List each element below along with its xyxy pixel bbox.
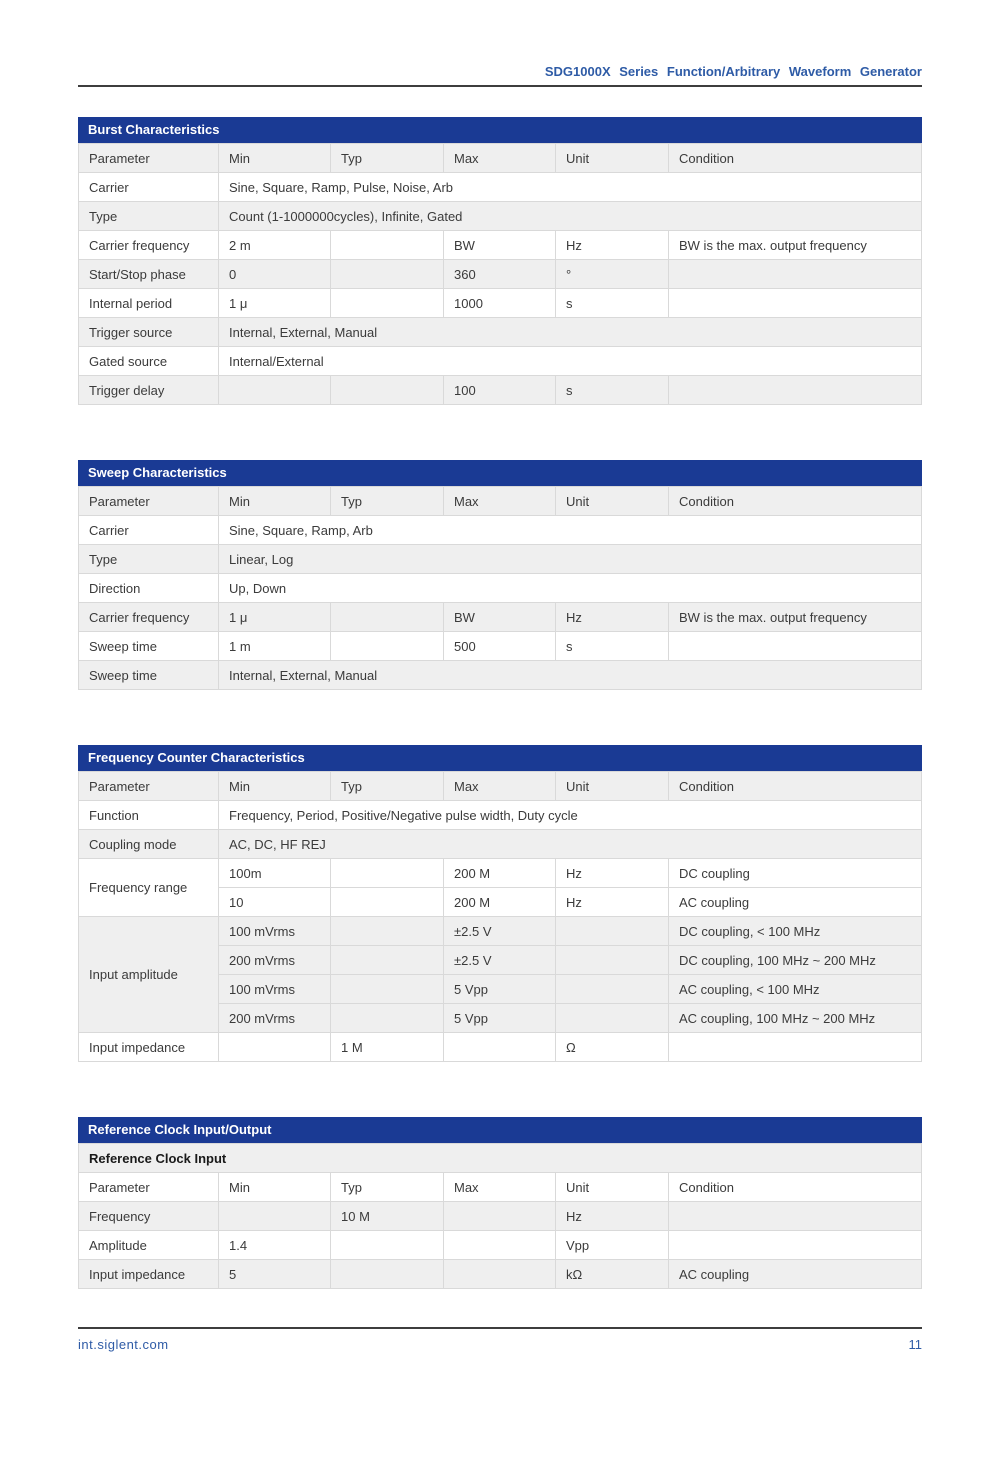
cell-parameter: Frequency range xyxy=(79,859,219,917)
cell-typ xyxy=(331,917,444,946)
cell-unit: s xyxy=(556,376,669,405)
cell-parameter: Input impedance xyxy=(79,1260,219,1289)
page-content xyxy=(0,64,1000,1352)
cell-max: BW xyxy=(444,603,556,632)
cell-parameter: Carrier frequency xyxy=(79,603,219,632)
table-row xyxy=(79,801,922,830)
table-row xyxy=(79,1173,922,1202)
cell-max xyxy=(444,1231,556,1260)
table-row xyxy=(79,1202,922,1231)
cell-condition: AC coupling xyxy=(669,888,922,917)
cell-typ xyxy=(331,1231,444,1260)
cell-unit xyxy=(556,975,669,1004)
cell-condition xyxy=(669,376,922,405)
table-burst-characteristics xyxy=(78,117,922,405)
column-header-typ: Typ xyxy=(331,1173,444,1202)
table-row xyxy=(79,545,922,574)
cell-max: ±2.5 V xyxy=(444,946,556,975)
cell-min: 1 μ xyxy=(219,289,331,318)
cell-parameter: Trigger source xyxy=(79,318,219,347)
table-row xyxy=(79,603,922,632)
table-row xyxy=(79,516,922,545)
column-header-unit: Unit xyxy=(556,144,669,173)
cell-condition xyxy=(669,1231,922,1260)
table-reference-clock-input-output xyxy=(78,1117,922,1289)
column-header-parameter: Parameter xyxy=(79,772,219,801)
cell-parameter: Carrier frequency xyxy=(79,231,219,260)
table-row xyxy=(79,231,922,260)
cell-parameter: Coupling mode xyxy=(79,830,219,859)
table-row xyxy=(79,1260,922,1289)
footer-site-text: int.siglent.com xyxy=(78,1337,169,1352)
cell-unit: Ω xyxy=(556,1033,669,1062)
cell-parameter: Start/Stop phase xyxy=(79,260,219,289)
spec-table-grid xyxy=(78,1143,922,1289)
cell-unit: Hz xyxy=(556,888,669,917)
cell-min xyxy=(219,1033,331,1062)
cell-parameter: Carrier xyxy=(79,173,219,202)
cell-unit: Hz xyxy=(556,603,669,632)
cell-typ xyxy=(331,946,444,975)
column-header-unit: Unit xyxy=(556,1173,669,1202)
spec-tables-container xyxy=(78,117,922,1289)
footer-page-number: 11 xyxy=(908,1337,922,1352)
cell-unit: Vpp xyxy=(556,1231,669,1260)
spec-table-grid xyxy=(78,143,922,405)
table-row xyxy=(79,772,922,801)
table-row xyxy=(79,173,922,202)
row-value: Internal, External, Manual xyxy=(219,318,922,347)
cell-max: 5 Vpp xyxy=(444,1004,556,1033)
cell-max: 1000 xyxy=(444,289,556,318)
cell-typ xyxy=(331,859,444,888)
cell-unit xyxy=(556,1004,669,1033)
section-subheader: Reference Clock Input xyxy=(79,1144,922,1173)
row-value: Count (1-1000000cycles), Infinite, Gated xyxy=(219,202,922,231)
cell-typ xyxy=(331,1260,444,1289)
cell-condition: BW is the max. output frequency xyxy=(669,231,922,260)
cell-max: 500 xyxy=(444,632,556,661)
column-header-typ: Typ xyxy=(331,772,444,801)
row-value: AC, DC, HF REJ xyxy=(219,830,922,859)
cell-parameter: Input amplitude xyxy=(79,917,219,1033)
cell-typ xyxy=(331,231,444,260)
cell-parameter: Direction xyxy=(79,574,219,603)
cell-min: 0 xyxy=(219,260,331,289)
column-header-min: Min xyxy=(219,772,331,801)
cell-max xyxy=(444,1260,556,1289)
cell-condition: AC coupling, < 100 MHz xyxy=(669,975,922,1004)
table-row xyxy=(79,202,922,231)
cell-max xyxy=(444,1033,556,1062)
cell-condition xyxy=(669,289,922,318)
row-value: Up, Down xyxy=(219,574,922,603)
table-row xyxy=(79,260,922,289)
cell-typ xyxy=(331,888,444,917)
table-row xyxy=(79,1033,922,1062)
cell-typ xyxy=(331,1004,444,1033)
row-value: Internal/External xyxy=(219,347,922,376)
spec-table-grid xyxy=(78,771,922,1062)
column-header-unit: Unit xyxy=(556,487,669,516)
column-header-condition: Condition xyxy=(669,144,922,173)
cell-parameter: Carrier xyxy=(79,516,219,545)
cell-min: 100 mVrms xyxy=(219,917,331,946)
cell-unit: s xyxy=(556,632,669,661)
cell-min: 2 m xyxy=(219,231,331,260)
cell-max: 200 M xyxy=(444,859,556,888)
row-value: Frequency, Period, Positive/Negative pulse width, Duty cycle xyxy=(219,801,922,830)
column-header-typ: Typ xyxy=(331,487,444,516)
table-row xyxy=(79,487,922,516)
table-row xyxy=(79,376,922,405)
cell-max: 360 xyxy=(444,260,556,289)
cell-min: 200 mVrms xyxy=(219,946,331,975)
column-header-parameter: Parameter xyxy=(79,144,219,173)
table-row xyxy=(79,289,922,318)
cell-condition: AC coupling, 100 MHz ~ 200 MHz xyxy=(669,1004,922,1033)
table-title-bar: Burst Characteristics xyxy=(78,117,922,143)
cell-parameter: Amplitude xyxy=(79,1231,219,1260)
table-sweep-characteristics xyxy=(78,460,922,690)
cell-condition: DC coupling, 100 MHz ~ 200 MHz xyxy=(669,946,922,975)
cell-unit: kΩ xyxy=(556,1260,669,1289)
cell-parameter: Sweep time xyxy=(79,661,219,690)
cell-typ xyxy=(331,376,444,405)
cell-unit xyxy=(556,917,669,946)
cell-min: 1.4 xyxy=(219,1231,331,1260)
cell-parameter: Type xyxy=(79,202,219,231)
table-row xyxy=(79,661,922,690)
column-header-min: Min xyxy=(219,1173,331,1202)
table-row xyxy=(79,917,922,946)
cell-condition: AC coupling xyxy=(669,1260,922,1289)
cell-min: 5 xyxy=(219,1260,331,1289)
row-value: Linear, Log xyxy=(219,545,922,574)
spec-table-grid xyxy=(78,486,922,690)
column-header-typ: Typ xyxy=(331,144,444,173)
column-header-condition: Condition xyxy=(669,772,922,801)
column-header-max: Max xyxy=(444,487,556,516)
cell-unit: Hz xyxy=(556,859,669,888)
cell-typ: 1 M xyxy=(331,1033,444,1062)
cell-parameter: Frequency xyxy=(79,1202,219,1231)
cell-parameter: Gated source xyxy=(79,347,219,376)
cell-unit: Hz xyxy=(556,1202,669,1231)
cell-unit: s xyxy=(556,289,669,318)
table-row xyxy=(79,830,922,859)
cell-typ xyxy=(331,603,444,632)
cell-min xyxy=(219,376,331,405)
cell-typ xyxy=(331,975,444,1004)
column-header-unit: Unit xyxy=(556,772,669,801)
cell-condition: DC coupling, < 100 MHz xyxy=(669,917,922,946)
table-row xyxy=(79,318,922,347)
cell-min xyxy=(219,1202,331,1231)
cell-parameter: Trigger delay xyxy=(79,376,219,405)
table-row xyxy=(79,347,922,376)
table-row xyxy=(79,859,922,888)
cell-min: 1 m xyxy=(219,632,331,661)
column-header-condition: Condition xyxy=(669,1173,922,1202)
cell-typ xyxy=(331,260,444,289)
row-value: Sine, Square, Ramp, Arb xyxy=(219,516,922,545)
cell-max xyxy=(444,1202,556,1231)
column-header-condition: Condition xyxy=(669,487,922,516)
cell-parameter: Type xyxy=(79,545,219,574)
cell-max: 5 Vpp xyxy=(444,975,556,1004)
cell-max: BW xyxy=(444,231,556,260)
cell-min: 100 mVrms xyxy=(219,975,331,1004)
cell-unit: Hz xyxy=(556,231,669,260)
cell-min: 1 μ xyxy=(219,603,331,632)
column-header-parameter: Parameter xyxy=(79,487,219,516)
table-row xyxy=(79,632,922,661)
cell-typ: 10 M xyxy=(331,1202,444,1231)
cell-unit xyxy=(556,946,669,975)
cell-min: 100m xyxy=(219,859,331,888)
table-title-bar: Sweep Characteristics xyxy=(78,460,922,486)
column-header-min: Min xyxy=(219,487,331,516)
table-title-bar: Frequency Counter Characteristics xyxy=(78,745,922,771)
cell-min: 10 xyxy=(219,888,331,917)
page-footer xyxy=(78,1327,922,1352)
cell-min: 200 mVrms xyxy=(219,1004,331,1033)
column-header-max: Max xyxy=(444,772,556,801)
cell-condition xyxy=(669,1202,922,1231)
cell-condition: BW is the max. output frequency xyxy=(669,603,922,632)
column-header-parameter: Parameter xyxy=(79,1173,219,1202)
cell-max: 200 M xyxy=(444,888,556,917)
cell-condition xyxy=(669,632,922,661)
cell-condition xyxy=(669,260,922,289)
column-header-max: Max xyxy=(444,144,556,173)
cell-condition xyxy=(669,1033,922,1062)
row-value: Internal, External, Manual xyxy=(219,661,922,690)
column-header-min: Min xyxy=(219,144,331,173)
document-header-title: SDG1000X Series Function/Arbitrary Waveform Generator xyxy=(78,64,922,87)
cell-typ xyxy=(331,632,444,661)
table-title-bar: Reference Clock Input/Output xyxy=(78,1117,922,1143)
cell-max: ±2.5 V xyxy=(444,917,556,946)
cell-parameter: Sweep time xyxy=(79,632,219,661)
table-row xyxy=(79,1231,922,1260)
row-value: Sine, Square, Ramp, Pulse, Noise, Arb xyxy=(219,173,922,202)
table-row xyxy=(79,1144,922,1173)
table-frequency-counter-characteristics xyxy=(78,745,922,1062)
column-header-max: Max xyxy=(444,1173,556,1202)
cell-unit: ° xyxy=(556,260,669,289)
table-row xyxy=(79,574,922,603)
cell-parameter: Function xyxy=(79,801,219,830)
cell-parameter: Input impedance xyxy=(79,1033,219,1062)
cell-typ xyxy=(331,289,444,318)
table-row xyxy=(79,144,922,173)
cell-parameter: Internal period xyxy=(79,289,219,318)
cell-max: 100 xyxy=(444,376,556,405)
cell-condition: DC coupling xyxy=(669,859,922,888)
